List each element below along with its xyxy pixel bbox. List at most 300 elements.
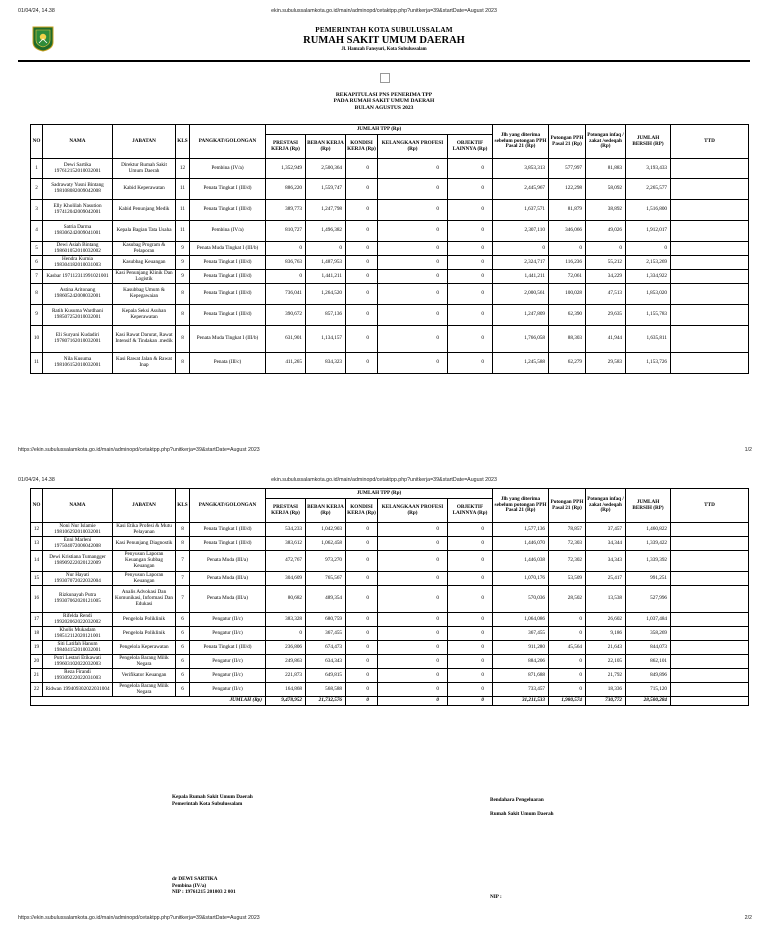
cell-infaq: 34,343 xyxy=(586,551,626,572)
cell-nama: Noni Nur Islamie 198106292010032001 xyxy=(43,523,113,537)
cell-kls: 8 xyxy=(176,353,190,374)
cell-pangkat: Pengatur (II/c) xyxy=(190,683,266,697)
col-header-prestasi: PRESTASI KERJA (Rp) xyxy=(266,135,306,159)
cell-beban: 489,354 xyxy=(306,586,346,613)
col-header-beban: BEBAN KERJA (Rp) xyxy=(306,499,346,523)
cell-bersih: 1,153,726 xyxy=(626,353,671,374)
cell-jlh: 367,455 xyxy=(493,627,549,641)
cell-kelangkaan: 0 xyxy=(378,586,448,613)
cell-kelangkaan: 0 xyxy=(378,669,448,683)
cell-pangkat: Pembina (IV/a) xyxy=(190,221,266,242)
col-header-jumlah-tpp: JUMLAH TPP (Rp) xyxy=(266,489,493,499)
cell-nama: Dewi Kristiana Tumangger 198909222020122009 xyxy=(43,551,113,572)
cell-objektif: 0 xyxy=(448,221,493,242)
tpp-table-page1 xyxy=(30,124,749,374)
cell-no: 6 xyxy=(31,256,43,270)
cell-ttd xyxy=(671,353,749,374)
cell-objektif: 0 xyxy=(448,179,493,200)
cell-kls: 7 xyxy=(176,586,190,613)
cell-bersih: 1,853,020 xyxy=(626,284,671,305)
cell-bersih: 2,153,269 xyxy=(626,256,671,270)
cell-kelangkaan: 0 xyxy=(378,242,448,256)
cell-pangkat: Pembina (IV/a) xyxy=(190,159,266,179)
cell-kelangkaan: 0 xyxy=(378,613,448,627)
cell-kls: 9 xyxy=(176,242,190,256)
title-line-3: BULAN AGUSTUS 2023 xyxy=(354,104,414,111)
cell-objektif: 0 xyxy=(448,683,493,697)
cell-pph: 81,879 xyxy=(549,200,586,221)
cell-bersih: 1,037,484 xyxy=(626,613,671,627)
cell-infaq: 0 xyxy=(586,242,626,256)
cell-infaq: 38,892 xyxy=(586,200,626,221)
table-row xyxy=(31,221,749,242)
cell-pangkat: Pengatur (II/c) xyxy=(190,655,266,669)
cell-prestasi: 631,901 xyxy=(266,326,306,353)
cell-jlh: 2,324,717 xyxy=(493,256,549,270)
cell-prestasi: 383,328 xyxy=(266,613,306,627)
cell-beban: 765,567 xyxy=(306,572,346,586)
table-row xyxy=(31,200,749,221)
cell-objektif: 0 xyxy=(448,641,493,655)
total-beban: 21,732,576 xyxy=(306,697,346,706)
cell-jlh: 570,036 xyxy=(493,586,549,613)
print-datetime: 01/04/24, 14.38 xyxy=(18,477,55,483)
col-header-ttd: TTD xyxy=(671,125,749,159)
cell-pangkat: Pengatur (II/c) xyxy=(190,627,266,641)
col-header-bersih: JUMLAH BERSIH (RP) xyxy=(626,489,671,523)
cell-ttd xyxy=(671,159,749,179)
cell-kondisi: 0 xyxy=(346,200,378,221)
cell-prestasi: 886,220 xyxy=(266,179,306,200)
cell-prestasi: 736,041 xyxy=(266,284,306,305)
signature-right-title: Bendahara Pengeluaran xyxy=(490,797,544,803)
col-header-pangkat: PANGKAT/GOLONGAN xyxy=(190,489,266,523)
signatory-name: dr DEWI SARTIKA xyxy=(172,876,218,882)
cell-prestasi: 390,672 xyxy=(266,305,306,326)
footer-url: https://ekin.subulussalamkota.go.id/main/adminopd/cetaktpp.php?unitkerja=39&startDate=August 2023 xyxy=(18,915,260,921)
table-row xyxy=(31,551,749,572)
cell-kls: 6 xyxy=(176,669,190,683)
cell-objektif: 0 xyxy=(448,523,493,537)
table-row xyxy=(31,179,749,200)
cell-bersih: 1,516,800 xyxy=(626,200,671,221)
cell-jabatan: Kabid Keperawatan xyxy=(113,179,176,200)
cell-pangkat: Penata Muda (III/a) xyxy=(190,572,266,586)
cell-jabatan: Kabid Penunjang Medik xyxy=(113,200,176,221)
print-url: ekin.subulussalamkota.go.id/main/adminopd/cetaktpp.php?unitkerja=39&startDate=August 2023 xyxy=(271,477,497,483)
cell-kondisi: 0 xyxy=(346,221,378,242)
signature-right-heading xyxy=(490,797,554,817)
cell-nama: Nila Kusuma 198106152010032001 xyxy=(43,353,113,374)
cell-ttd xyxy=(671,613,749,627)
signature-left-title: Kepala Rumah Sakit Umum Daerah xyxy=(172,794,253,800)
cell-nama: Reza Firandi 199309222022031003 xyxy=(43,669,113,683)
cell-beban: 1,042,903 xyxy=(306,523,346,537)
cell-nama: Eli Suryani Kudadiri 197807162010032001 xyxy=(43,326,113,353)
cell-infaq: 34,344 xyxy=(586,537,626,551)
table-row xyxy=(31,537,749,551)
cell-pangkat: Penata Tingkat I (III/d) xyxy=(190,200,266,221)
cell-no: 18 xyxy=(31,627,43,641)
cell-infaq: 37,457 xyxy=(586,523,626,537)
cell-ttd xyxy=(671,683,749,697)
print-url: ekin.subulussalamkota.go.id/main/adminopd/cetaktpp.php?unitkerja=39&startDate=August 2023 xyxy=(271,8,497,14)
cell-infaq: 41,944 xyxy=(586,326,626,353)
cell-kls: 6 xyxy=(176,683,190,697)
cell-pph: 116,236 xyxy=(549,256,586,270)
cell-jabatan: Kasi Etika Profesi & Mutu Pelayanan xyxy=(113,523,176,537)
cell-pph: 62,279 xyxy=(549,353,586,374)
cell-kondisi: 0 xyxy=(346,523,378,537)
cell-beban: 649,815 xyxy=(306,669,346,683)
cell-pph: 0 xyxy=(549,627,586,641)
table-row xyxy=(31,353,749,374)
cell-jabatan: Verifikator Keuangan xyxy=(113,669,176,683)
signature-right-org: Rumah Sakit Umum Daerah xyxy=(490,810,554,817)
cell-prestasi: 836,763 xyxy=(266,256,306,270)
total-ttd xyxy=(671,697,749,706)
cell-bersih: 1,339,422 xyxy=(626,537,671,551)
cell-prestasi: 80,682 xyxy=(266,586,306,613)
col-header-prestasi: PRESTASI KERJA (Rp) xyxy=(266,499,306,523)
cell-objektif: 0 xyxy=(448,353,493,374)
cell-ttd xyxy=(671,586,749,613)
cell-infaq: 21,643 xyxy=(586,641,626,655)
cell-bersih: 3,193,433 xyxy=(626,159,671,179)
print-datetime: 01/04/24, 14.38 xyxy=(18,8,55,14)
cell-pph: 0 xyxy=(549,655,586,669)
cell-pangkat: Pengatur (II/c) xyxy=(190,613,266,627)
cell-ttd xyxy=(671,270,749,284)
cell-objektif: 0 xyxy=(448,326,493,353)
cell-infaq: 21,792 xyxy=(586,669,626,683)
cell-pangkat: Penata Tingkat I (III/d) xyxy=(190,641,266,655)
cell-objektif: 0 xyxy=(448,537,493,551)
signature-left-org: Pemerintah Kota Subulussalam xyxy=(172,800,243,807)
cell-kelangkaan: 0 xyxy=(378,284,448,305)
cell-bersih: 991,251 xyxy=(626,572,671,586)
table-row xyxy=(31,627,749,641)
cell-bersih: 1,334,922 xyxy=(626,270,671,284)
cell-pangkat: Penata Muda Tingkat I (III/b) xyxy=(190,242,266,256)
cell-kls: 11 xyxy=(176,200,190,221)
cell-kondisi: 0 xyxy=(346,627,378,641)
cell-prestasi: 304,609 xyxy=(266,572,306,586)
cell-jabatan: Pengelola Poliklinik xyxy=(113,627,176,641)
cell-kelangkaan: 0 xyxy=(378,200,448,221)
cell-ttd xyxy=(671,284,749,305)
cell-prestasi: 383,612 xyxy=(266,537,306,551)
cell-kls: 8 xyxy=(176,305,190,326)
cell-jlh: 1,766,058 xyxy=(493,326,549,353)
cell-ttd xyxy=(671,523,749,537)
cell-nama: Nur Hayati 199307072022032004 xyxy=(43,572,113,586)
cell-jlh: 1,446,038 xyxy=(493,551,549,572)
cell-ttd xyxy=(671,551,749,572)
cell-jabatan: Kasubag Program & Pelaporan xyxy=(113,242,176,256)
total-pph: 1,980,574 xyxy=(549,697,586,706)
table-row xyxy=(31,683,749,697)
letterhead-address: Jl. Hamzah Fansyuri, Kota Subulussalam xyxy=(341,47,427,52)
letterhead-gov: PEMERINTAH KOTA SUBULUSSALAM xyxy=(315,26,453,34)
cell-jlh: 1,064,086 xyxy=(493,613,549,627)
cell-nama: Hendra Kurnia 198304182010031003 xyxy=(43,256,113,270)
cell-kls: 6 xyxy=(176,627,190,641)
cell-ttd xyxy=(671,256,749,270)
cell-beban: 1,559,747 xyxy=(306,179,346,200)
col-header-objektif: OBJEKTIF LAINNYA (Rp) xyxy=(448,135,493,159)
cell-objektif: 0 xyxy=(448,256,493,270)
cell-kondisi: 0 xyxy=(346,683,378,697)
cell-kondisi: 0 xyxy=(346,242,378,256)
cell-jlh: 1,446,070 xyxy=(493,537,549,551)
col-header-infaq: Potongan infaq / zakat /sedeqah (Rp) xyxy=(586,125,626,159)
cell-pph: 62,390 xyxy=(549,305,586,326)
letterhead xyxy=(0,26,768,53)
cell-nama: Ridwan 199409302022031004 xyxy=(43,683,113,697)
col-header-beban: BEBAN KERJA (Rp) xyxy=(306,135,346,159)
cell-kondisi: 0 xyxy=(346,655,378,669)
cell-beban: 834,323 xyxy=(306,353,346,374)
table-row xyxy=(31,655,749,669)
cell-beban: 1,134,157 xyxy=(306,326,346,353)
cell-jlh: 2,445,967 xyxy=(493,179,549,200)
cell-pph: 577,997 xyxy=(549,159,586,179)
col-header-ttd: TTD xyxy=(671,489,749,523)
cell-prestasi: 0 xyxy=(266,270,306,284)
cell-pph: 45,564 xyxy=(549,641,586,655)
cell-no: 15 xyxy=(31,572,43,586)
cell-objektif: 0 xyxy=(448,613,493,627)
col-header-objektif: OBJEKTIF LAINNYA (Rp) xyxy=(448,499,493,523)
table-row xyxy=(31,305,749,326)
cell-kls: 7 xyxy=(176,572,190,586)
cell-kelangkaan: 0 xyxy=(378,537,448,551)
cell-jlh: 2,000,561 xyxy=(493,284,549,305)
report-title xyxy=(0,92,768,111)
signature-left-heading xyxy=(172,794,253,807)
cell-nama: Dewi Asiah Bintang 198601052010032002 xyxy=(43,242,113,256)
cell-kls: 8 xyxy=(176,523,190,537)
cell-jabatan: Kasi Penunjang Klinik Dan Logistik xyxy=(113,270,176,284)
cell-infaq: 47,513 xyxy=(586,284,626,305)
cell-pph: 53,509 xyxy=(549,572,586,586)
cell-no: 9 xyxy=(31,305,43,326)
cell-nama: Rizkunayah Putra 199307062020121005 xyxy=(43,586,113,613)
cell-bersih: 2,265,577 xyxy=(626,179,671,200)
col-header-infaq: Potongan infaq / zakat /sedeqah (Rp) xyxy=(586,489,626,523)
cell-kondisi: 0 xyxy=(346,586,378,613)
cell-kelangkaan: 0 xyxy=(378,179,448,200)
total-kondisi: 0 xyxy=(346,697,378,706)
cell-beban: 680,759 xyxy=(306,613,346,627)
total-infaq: 730,772 xyxy=(586,697,626,706)
table-row xyxy=(31,256,749,270)
cell-ttd xyxy=(671,242,749,256)
footer-url: https://ekin.subulussalamkota.go.id/main/adminopd/cetaktpp.php?unitkerja=39&startDate=August 2023 xyxy=(18,447,260,453)
cell-prestasi: 472,767 xyxy=(266,551,306,572)
cell-kelangkaan: 0 xyxy=(378,683,448,697)
cell-jabatan: Kasubbag Umum & Kepegawaian xyxy=(113,284,176,305)
cell-jabatan: Kasi Penunjang Diagnostik xyxy=(113,537,176,551)
cell-nama: Dewi Sartika 197612152010032001 xyxy=(43,159,113,179)
cell-pph: 0 xyxy=(549,683,586,697)
cell-bersih: 862,101 xyxy=(626,655,671,669)
cell-jabatan: Pengelola Poliklinik xyxy=(113,613,176,627)
col-header-jlh-diterima: Jlh yang diterima sebelum potongan PPH Pasal 21 (Rp) xyxy=(493,125,549,159)
cell-no: 22 xyxy=(31,683,43,697)
cell-jabatan: Analis Advokasi Dan Komunikasi, Informasi Dan Edukasi xyxy=(113,586,176,613)
cell-bersih: 1,460,822 xyxy=(626,523,671,537)
cell-prestasi: 411,265 xyxy=(266,353,306,374)
cell-infaq: 55,212 xyxy=(586,256,626,270)
cell-jlh: 2,307,110 xyxy=(493,221,549,242)
cell-kelangkaan: 0 xyxy=(378,256,448,270)
cell-bersih: 849,896 xyxy=(626,669,671,683)
cell-jlh: 1,577,136 xyxy=(493,523,549,537)
table-row xyxy=(31,270,749,284)
cell-beban: 973,270 xyxy=(306,551,346,572)
cell-no: 8 xyxy=(31,284,43,305)
cell-kls: 12 xyxy=(176,159,190,179)
table-row xyxy=(31,669,749,683)
cell-infaq: 34,229 xyxy=(586,270,626,284)
cell-kelangkaan: 0 xyxy=(378,655,448,669)
cell-no: 4 xyxy=(31,221,43,242)
cell-no: 2 xyxy=(31,179,43,200)
cell-ttd xyxy=(671,655,749,669)
cell-nama: Enni Marleni 197504072006042008 xyxy=(43,537,113,551)
cell-prestasi: 1,352,949 xyxy=(266,159,306,179)
cell-infaq: 22,105 xyxy=(586,655,626,669)
cell-pangkat: Penata Tingkat I (III/d) xyxy=(190,523,266,537)
cell-pangkat: Penata Tingkat I (III/d) xyxy=(190,537,266,551)
col-header-jabatan: JABATAN xyxy=(113,125,176,159)
cell-pph: 88,303 xyxy=(549,326,586,353)
letterhead-divider xyxy=(18,60,750,62)
cell-kondisi: 0 xyxy=(346,641,378,655)
cell-nama: Sadrawaty Yusni Bintang 198108082009042008 xyxy=(43,179,113,200)
total-row xyxy=(31,697,749,706)
cell-beban: 2,500,364 xyxy=(306,159,346,179)
cell-kondisi: 0 xyxy=(346,326,378,353)
cell-jlh: 884,206 xyxy=(493,655,549,669)
cell-kondisi: 0 xyxy=(346,353,378,374)
cell-objektif: 0 xyxy=(448,284,493,305)
col-header-kelangkaan: KELANGKAAN PROFESI (Rp) xyxy=(378,135,448,159)
cell-no: 14 xyxy=(31,551,43,572)
cell-pangkat: Penata (III/c) xyxy=(190,353,266,374)
cell-pangkat: Penata Tingkat I (III/d) xyxy=(190,256,266,270)
table-row xyxy=(31,586,749,613)
cell-prestasi: 221,873 xyxy=(266,669,306,683)
cell-kls: 6 xyxy=(176,641,190,655)
cell-kondisi: 0 xyxy=(346,613,378,627)
cell-beban: 1,496,382 xyxy=(306,221,346,242)
col-header-nama: NAMA xyxy=(43,489,113,523)
cell-kls: 11 xyxy=(176,179,190,200)
table-row xyxy=(31,284,749,305)
cell-kelangkaan: 0 xyxy=(378,326,448,353)
cell-infaq: 29,583 xyxy=(586,353,626,374)
cell-nama: Elly Kholilah Nasution 197412042009042001 xyxy=(43,200,113,221)
cell-jlh: 0 xyxy=(493,242,549,256)
col-header-kondisi: KONDISI KERJA (Rp) xyxy=(346,135,378,159)
cell-objektif: 0 xyxy=(448,270,493,284)
cell-kls: 6 xyxy=(176,655,190,669)
cell-prestasi: 236,806 xyxy=(266,641,306,655)
cell-jlh: 911,280 xyxy=(493,641,549,655)
cell-no: 10 xyxy=(31,326,43,353)
cell-prestasi: 0 xyxy=(266,627,306,641)
cell-bersih: 1,912,017 xyxy=(626,221,671,242)
cell-infaq: 49,026 xyxy=(586,221,626,242)
cell-beban: 568,588 xyxy=(306,683,346,697)
total-objektif: 0 xyxy=(448,697,493,706)
cell-kls: 6 xyxy=(176,613,190,627)
cell-jabatan: Kepala Seksi Asuhan Keperawatan xyxy=(113,305,176,326)
table-row xyxy=(31,523,749,537)
cell-beban: 1,062,458 xyxy=(306,537,346,551)
cell-jabatan: Pengelola Barang Milik Negara xyxy=(113,683,176,697)
col-header-no: NO xyxy=(31,489,43,523)
cell-pph: 0 xyxy=(549,613,586,627)
col-header-pph: Potongan PPH Pasal 21 (Rp) xyxy=(549,489,586,523)
cell-bersih: 0 xyxy=(626,242,671,256)
cell-kelangkaan: 0 xyxy=(378,270,448,284)
cell-pph: 0 xyxy=(549,669,586,683)
cell-beban: 1,247,798 xyxy=(306,200,346,221)
cell-bersih: 358,269 xyxy=(626,627,671,641)
total-label: JUMLAH (Rp) xyxy=(31,697,266,706)
cell-objektif: 0 xyxy=(448,159,493,179)
cell-jlh: 1,441,211 xyxy=(493,270,549,284)
cell-no: 17 xyxy=(31,613,43,627)
cell-kondisi: 0 xyxy=(346,305,378,326)
cell-ttd xyxy=(671,669,749,683)
col-header-bersih: JUMLAH BERSIH (RP) xyxy=(626,125,671,159)
col-header-pangkat: PANGKAT/GOLONGAN xyxy=(190,125,266,159)
cell-infaq: 13,538 xyxy=(586,586,626,613)
cell-pph: 72,302 xyxy=(549,551,586,572)
col-header-kondisi: KONDISI KERJA (Rp) xyxy=(346,499,378,523)
cell-prestasi: 249,863 xyxy=(266,655,306,669)
cell-jlh: 3,853,313 xyxy=(493,159,549,179)
cell-kls: 8 xyxy=(176,284,190,305)
cell-kelangkaan: 0 xyxy=(378,641,448,655)
cell-jlh: 1,247,809 xyxy=(493,305,549,326)
tpp-table-page2 xyxy=(30,488,749,706)
cell-nama: Kasbar 197112311991021001 xyxy=(43,270,113,284)
cell-kondisi: 0 xyxy=(346,270,378,284)
cell-objektif: 0 xyxy=(448,627,493,641)
cell-no: 19 xyxy=(31,641,43,655)
table-row xyxy=(31,326,749,353)
cell-kondisi: 0 xyxy=(346,179,378,200)
cell-jabatan: Direktur Rumah Sakit Umum Daerah xyxy=(113,159,176,179)
cell-objektif: 0 xyxy=(448,586,493,613)
cell-pangkat: Penata Muda Tingkat I (III/b) xyxy=(190,326,266,353)
total-prestasi: 9,478,952 xyxy=(266,697,306,706)
cell-ttd xyxy=(671,641,749,655)
cell-kondisi: 0 xyxy=(346,537,378,551)
col-header-kls: KLS xyxy=(176,125,190,159)
cell-kelangkaan: 0 xyxy=(378,627,448,641)
table-row xyxy=(31,613,749,627)
cell-jabatan: Kasi Rawat Jalan & Rawat Inap xyxy=(113,353,176,374)
cell-pph: 346,066 xyxy=(549,221,586,242)
cell-kelangkaan: 0 xyxy=(378,221,448,242)
